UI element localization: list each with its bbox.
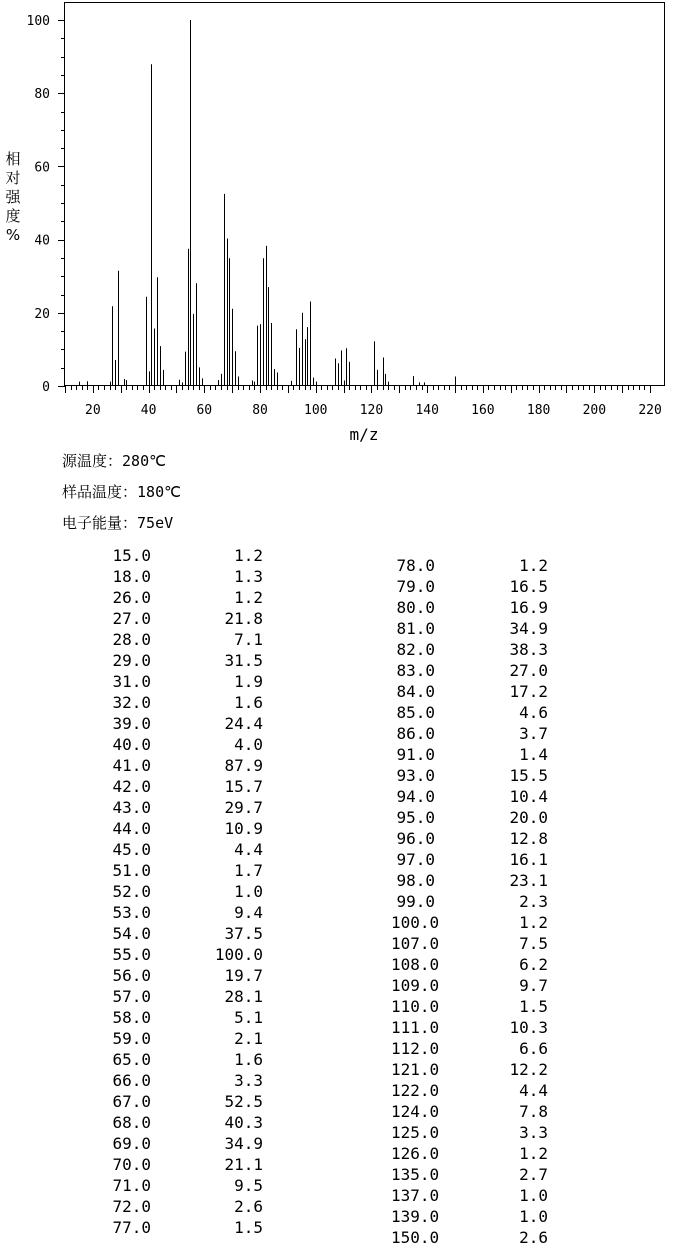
peak-intensity: 12.2 (509, 1060, 548, 1079)
peak-row (106, 944, 263, 965)
peak-row (391, 1206, 548, 1227)
peak-intensity: 31.5 (224, 651, 263, 670)
peak-mz: 135.0 (391, 1165, 440, 1184)
peak-intensity: 20.0 (509, 808, 548, 827)
peak-mz: 78.0 (396, 556, 435, 575)
peak-row (391, 1101, 548, 1122)
peak-intensity: 19.7 (224, 966, 263, 985)
peak-row (106, 566, 263, 587)
peak-mz: 70.0 (112, 1155, 151, 1174)
peak-mz: 99.0 (396, 892, 435, 911)
peak-row (391, 786, 548, 807)
source-temperature (62, 450, 166, 471)
peak-mz: 83.0 (396, 661, 435, 680)
peak-row (106, 839, 263, 860)
peak-mz: 68.0 (112, 1113, 151, 1132)
peak-mz: 29.0 (112, 651, 151, 670)
x-tick-label: 60 (196, 403, 213, 418)
peak-intensity: 3.3 (234, 1071, 263, 1090)
peak-mz: 93.0 (396, 766, 435, 785)
y-tick-label: 0 (42, 380, 50, 395)
electron-energy-value: 75eV (137, 514, 174, 532)
peak-mz: 26.0 (112, 588, 151, 607)
peak-intensity: 17.2 (509, 682, 548, 701)
peak-row (106, 986, 263, 1007)
peak-mz: 111.0 (391, 1018, 440, 1037)
peak-mz: 124.0 (391, 1102, 440, 1121)
peak-mz: 86.0 (396, 724, 435, 743)
peak-row (391, 660, 548, 681)
peak-mz: 125.0 (391, 1123, 440, 1142)
peak-mz: 40.0 (112, 735, 151, 754)
y-axis-label-char: 相 (5, 150, 21, 168)
peak-intensity: 16.1 (509, 850, 548, 869)
peak-intensity: 7.1 (234, 630, 263, 649)
mass-spectrum-chart (0, 0, 680, 450)
peak-mz: 84.0 (396, 682, 435, 701)
peak-intensity: 4.4 (519, 1081, 548, 1100)
peak-table-right (391, 555, 548, 1248)
peak-row (106, 1154, 263, 1175)
peak-intensity: 4.0 (234, 735, 263, 754)
peak-mz: 44.0 (112, 819, 151, 838)
peak-intensity: 16.9 (509, 598, 548, 617)
peak-mz: 98.0 (396, 871, 435, 890)
peak-intensity: 12.8 (509, 829, 548, 848)
peak-row (391, 1080, 548, 1101)
peak-row (106, 776, 263, 797)
peak-intensity: 2.3 (519, 892, 548, 911)
peak-row (106, 734, 263, 755)
peak-intensity: 28.1 (224, 987, 263, 1006)
peak-mz: 94.0 (396, 787, 435, 806)
peak-mz: 57.0 (112, 987, 151, 1006)
x-tick-label: 200 (582, 403, 607, 418)
peak-row (391, 618, 548, 639)
peak-row (391, 744, 548, 765)
peak-intensity: 6.2 (519, 955, 548, 974)
peak-row (391, 1164, 548, 1185)
peak-row (106, 671, 263, 692)
peak-mz: 91.0 (396, 745, 435, 764)
peak-mz: 150.0 (391, 1228, 440, 1247)
peak-row (106, 755, 263, 776)
peak-row (391, 576, 548, 597)
electron-energy (62, 512, 173, 533)
peak-mz: 112.0 (391, 1039, 440, 1058)
peak-intensity: 10.3 (509, 1018, 548, 1037)
peak-row (106, 1091, 263, 1112)
y-axis-label (2, 150, 24, 245)
peak-row (106, 1049, 263, 1070)
peak-intensity: 7.5 (519, 934, 548, 953)
peak-row (391, 807, 548, 828)
peak-row (391, 1017, 548, 1038)
peak-row (106, 902, 263, 923)
peak-intensity: 15.7 (224, 777, 263, 796)
peak-intensity: 2.6 (234, 1197, 263, 1216)
peak-intensity: 7.8 (519, 1102, 548, 1121)
peak-mz: 139.0 (391, 1207, 440, 1226)
peak-mz: 39.0 (112, 714, 151, 733)
y-tick-label: 80 (34, 87, 50, 103)
peak-row (106, 1070, 263, 1091)
peak-mz: 71.0 (112, 1176, 151, 1195)
x-tick-label: 220 (638, 403, 662, 418)
x-tick-label: 160 (471, 403, 495, 418)
peak-row (106, 1028, 263, 1049)
peak-mz: 79.0 (396, 577, 435, 596)
peak-intensity: 1.2 (234, 588, 263, 607)
peak-mz: 108.0 (391, 955, 440, 974)
peak-intensity: 1.6 (234, 1050, 263, 1069)
peak-row (106, 1196, 263, 1217)
peak-mz: 121.0 (391, 1060, 440, 1079)
peak-mz: 56.0 (112, 966, 151, 985)
peak-row (391, 1038, 548, 1059)
sample-temperature-value: 180℃ (137, 483, 181, 501)
peak-mz: 28.0 (112, 630, 151, 649)
peak-row (391, 1059, 548, 1080)
sample-temperature (62, 481, 181, 502)
peak-row (106, 923, 263, 944)
peak-mz: 18.0 (112, 567, 151, 586)
peak-mz: 54.0 (112, 924, 151, 943)
peak-row (106, 608, 263, 629)
peak-intensity: 4.6 (519, 703, 548, 722)
peak-mz: 110.0 (391, 997, 440, 1016)
peak-intensity: 1.3 (234, 567, 263, 586)
peak-mz: 51.0 (112, 861, 151, 880)
peak-row (106, 587, 263, 608)
peak-intensity: 1.9 (234, 672, 263, 691)
peak-intensity: 1.0 (519, 1186, 548, 1205)
peak-row (391, 681, 548, 702)
y-tick-label: 60 (34, 160, 50, 176)
peak-row (391, 912, 548, 933)
peak-intensity: 9.7 (519, 976, 548, 995)
y-tick-label: 40 (34, 233, 50, 249)
x-tick-label: 40 (140, 403, 157, 418)
peak-row (391, 849, 548, 870)
x-tick-label: 20 (85, 403, 101, 418)
peak-intensity: 100.0 (214, 945, 263, 964)
peak-mz: 66.0 (112, 1071, 151, 1090)
x-tick-label: 120 (359, 403, 384, 418)
peak-row (106, 713, 263, 734)
peak-intensity: 2.1 (234, 1029, 263, 1048)
peak-row (391, 975, 548, 996)
peak-row (391, 996, 548, 1017)
peak-intensity: 38.3 (509, 640, 548, 659)
peak-intensity: 1.5 (234, 1218, 263, 1237)
peak-row (106, 1112, 263, 1133)
peak-intensity: 5.1 (234, 1008, 263, 1027)
peak-row (106, 881, 263, 902)
peak-mz: 31.0 (112, 672, 151, 691)
x-tick-label: 140 (415, 403, 439, 418)
peak-intensity: 16.5 (509, 577, 548, 596)
peak-row (106, 692, 263, 713)
x-tick-label: 80 (252, 403, 268, 418)
peak-intensity: 2.7 (519, 1165, 548, 1184)
peak-intensity: 52.5 (224, 1092, 263, 1111)
peak-mz: 72.0 (112, 1197, 151, 1216)
peak-intensity: 1.0 (234, 882, 263, 901)
peak-row (106, 797, 263, 818)
peak-intensity: 15.5 (509, 766, 548, 785)
peak-row (106, 1007, 263, 1028)
sample-temperature-label: 样品温度： (62, 483, 138, 501)
peak-row (391, 870, 548, 891)
peak-intensity: 40.3 (224, 1113, 263, 1132)
peak-intensity: 9.5 (234, 1176, 263, 1195)
peak-row (106, 1175, 263, 1196)
peak-row (391, 1122, 548, 1143)
peak-row (106, 860, 263, 881)
peak-intensity: 10.9 (224, 819, 263, 838)
peak-mz: 107.0 (391, 934, 440, 953)
plot-frame (65, 3, 665, 386)
peak-mz: 96.0 (396, 829, 435, 848)
peak-row (106, 1133, 263, 1154)
peak-row (391, 765, 548, 786)
peak-mz: 82.0 (396, 640, 435, 659)
peak-intensity: 29.7 (224, 798, 263, 817)
peak-mz: 55.0 (112, 945, 151, 964)
x-tick-label: 100 (304, 403, 328, 418)
peak-intensity: 3.7 (519, 724, 548, 743)
peak-row (391, 891, 548, 912)
peak-intensity: 3.3 (519, 1123, 548, 1142)
peak-mz: 95.0 (396, 808, 435, 827)
peak-mz: 15.0 (112, 546, 151, 565)
peak-row (391, 723, 548, 744)
peak-row (106, 965, 263, 986)
peak-row (106, 545, 263, 566)
peak-intensity: 10.4 (509, 787, 548, 806)
peak-intensity: 2.6 (519, 1228, 548, 1247)
x-tick-label: 180 (526, 403, 551, 418)
peak-mz: 27.0 (112, 609, 151, 628)
peak-row (106, 1217, 263, 1238)
peak-mz: 59.0 (112, 1029, 151, 1048)
peak-mz: 32.0 (112, 693, 151, 712)
peak-mz: 137.0 (391, 1186, 440, 1205)
peak-table-left (106, 545, 263, 1238)
peak-mz: 42.0 (112, 777, 151, 796)
peak-intensity: 1.6 (234, 693, 263, 712)
peak-row (391, 1143, 548, 1164)
peak-mz: 122.0 (391, 1081, 440, 1100)
peak-intensity: 34.9 (509, 619, 548, 638)
peak-row (391, 555, 548, 576)
peak-mz: 45.0 (112, 840, 151, 859)
peak-intensity: 21.1 (224, 1155, 263, 1174)
source-temperature-value: 280℃ (122, 452, 166, 470)
peak-intensity: 1.7 (234, 861, 263, 880)
peak-row (106, 629, 263, 650)
peak-intensity: 1.4 (519, 745, 548, 764)
peak-intensity: 1.0 (519, 1207, 548, 1226)
peak-mz: 41.0 (112, 756, 151, 775)
peak-mz: 126.0 (391, 1144, 440, 1163)
peak-mz: 43.0 (112, 798, 151, 817)
peak-intensity: 37.5 (224, 924, 263, 943)
peak-row (106, 818, 263, 839)
peak-row (391, 702, 548, 723)
peak-row (391, 933, 548, 954)
peak-intensity: 27.0 (509, 661, 548, 680)
peak-row (391, 1185, 548, 1206)
peak-mz: 81.0 (396, 619, 435, 638)
peak-mz: 65.0 (112, 1050, 151, 1069)
peak-mz: 109.0 (391, 976, 440, 995)
peak-mz: 85.0 (396, 703, 435, 722)
peak-row (391, 1227, 548, 1248)
peak-mz: 80.0 (396, 598, 435, 617)
peak-mz: 67.0 (112, 1092, 151, 1111)
peak-intensity: 1.5 (519, 997, 548, 1016)
electron-energy-label: 电子能量： (62, 514, 138, 532)
y-axis-label-char: 对 (5, 169, 21, 187)
peak-intensity: 23.1 (509, 871, 548, 890)
peak-mz: 52.0 (112, 882, 151, 901)
peak-intensity: 1.2 (519, 913, 548, 932)
peak-intensity: 24.4 (224, 714, 263, 733)
peak-intensity: 1.2 (519, 556, 548, 575)
peak-row (391, 828, 548, 849)
peak-mz: 53.0 (112, 903, 151, 922)
peak-row (391, 954, 548, 975)
peak-intensity: 21.8 (224, 609, 263, 628)
peak-intensity: 34.9 (224, 1134, 263, 1153)
peak-mz: 97.0 (396, 850, 435, 869)
y-axis-label-char: 度 (5, 207, 21, 225)
peak-row (106, 650, 263, 671)
peak-mz: 58.0 (112, 1008, 151, 1027)
peak-intensity: 87.9 (224, 756, 263, 775)
peak-intensity: 1.2 (234, 546, 263, 565)
y-axis-label-char: 强 (5, 188, 21, 206)
peak-mz: 69.0 (112, 1134, 151, 1153)
x-axis-label: m/z (349, 425, 379, 444)
peak-intensity: 6.6 (519, 1039, 548, 1058)
peak-mz: 77.0 (112, 1218, 151, 1237)
source-temperature-label: 源温度： (62, 452, 123, 470)
peak-row (391, 639, 548, 660)
y-axis-label-char: % (5, 226, 21, 244)
y-tick-label: 100 (26, 14, 50, 29)
peak-intensity: 9.4 (234, 903, 263, 922)
peak-row (391, 597, 548, 618)
peak-intensity: 1.2 (519, 1144, 548, 1163)
y-tick-label: 20 (34, 306, 50, 322)
peak-mz: 100.0 (391, 913, 440, 932)
peak-intensity: 4.4 (234, 840, 263, 859)
